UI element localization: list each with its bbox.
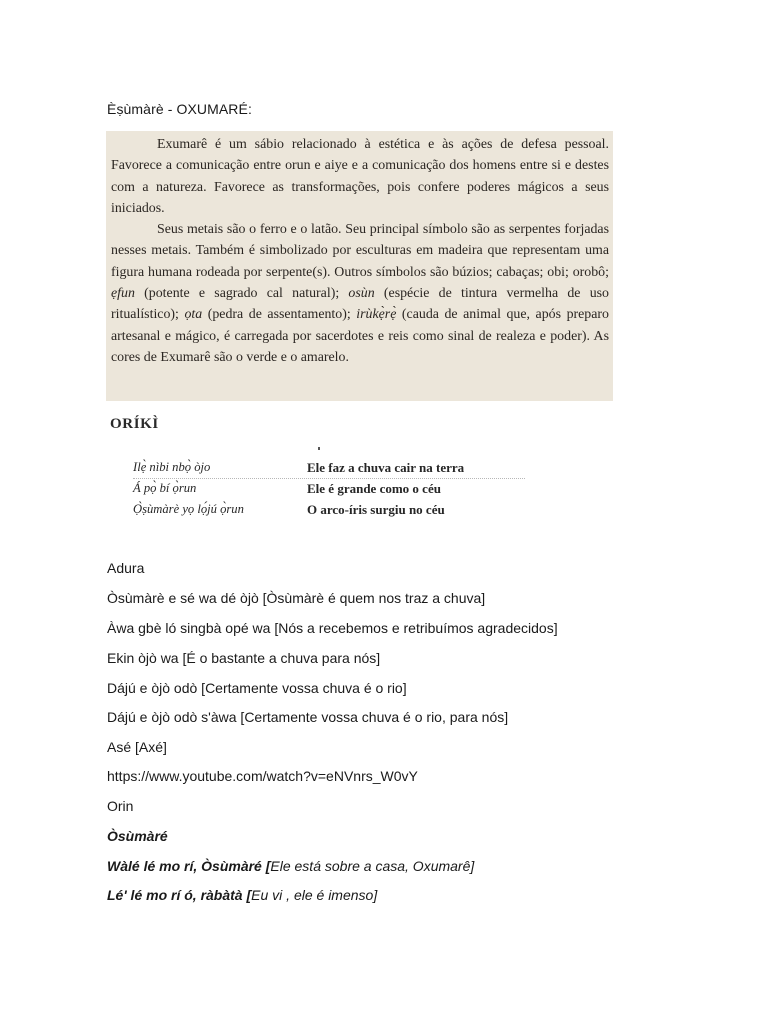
verse-yoruba: Wàlé lé mo rí, Òsùmàré [ xyxy=(107,858,271,874)
oriki-portuguese: Ele faz a chuva cair na terra xyxy=(307,460,465,475)
term-efun: ẹfun xyxy=(111,286,135,302)
oriki-portuguese: O arco-íris surgiu no céu xyxy=(307,502,445,517)
oriki-heading: ORÍKÌ xyxy=(110,416,159,432)
scanned-book-excerpt xyxy=(106,131,613,401)
oriki-table xyxy=(133,460,533,523)
oriki-row xyxy=(133,481,533,502)
orin-verse-1 xyxy=(107,858,474,874)
excerpt-text: (cauda de animal que, após preparo artesanal e mágico, é carregada por sacerdotes e reis como sinal de realeza e poder). As cores de Exumarê são o verde e o amarelo. xyxy=(111,307,609,365)
oriki-yoruba: Á pọ̀ bí ọ̀run xyxy=(133,481,197,495)
adura-heading: Adura xyxy=(107,560,145,576)
page-title: Èṣùmàrè - OXUMARÉ: xyxy=(107,101,252,117)
oriki-row xyxy=(133,502,533,523)
excerpt-paragraph-2 xyxy=(111,219,609,368)
orin-heading: Orin xyxy=(107,798,134,814)
term-osun: osùn xyxy=(348,286,375,302)
youtube-link[interactable]: https://www.youtube.com/watch?v=eNVnrs_W0vY xyxy=(107,768,418,784)
adura-line: Dájú e òjò odò s'àwa [Certamente vossa chuva é o rio, para nós] xyxy=(107,709,509,725)
adura-line: Ekin òjò wa [É o bastante a chuva para nós] xyxy=(107,650,381,666)
oriki-yoruba: Ọ̀ṣùmàrè yọ lọ́jú ọ̀run xyxy=(133,502,244,516)
oriki-portuguese: Ele é grande como o céu xyxy=(307,481,441,496)
divider xyxy=(133,478,525,479)
excerpt-text: (espécie de tintura vermelha de uso ritualístico); xyxy=(111,286,609,323)
oriki-row xyxy=(133,460,533,481)
adura-line: Asé [Axé] xyxy=(107,739,167,755)
excerpt-text: (potente e sagrado cal natural); xyxy=(134,286,349,302)
oriki-yoruba: Ilẹ̀ nìbi nbọ̀ òjo xyxy=(133,460,211,474)
verse-translation: Ele está sobre a casa, Oxumarê] xyxy=(270,858,475,874)
orin-subheading: Òsùmàré xyxy=(107,828,168,844)
verse-translation: Eu vi , ele é imenso] xyxy=(251,887,378,903)
excerpt-text: (pedra de assentamento); xyxy=(202,307,357,323)
scan-speck xyxy=(318,447,320,450)
adura-line: Dájú e òjò odò [Certamente vossa chuva é o rio] xyxy=(107,680,407,696)
orin-verse-2 xyxy=(107,887,377,903)
adura-line: Àwa gbè ló singbà opé wa [Nós a recebemos e retribuímos agradecidos] xyxy=(107,620,558,636)
adura-line: Òsùmàrè e sé wa dé òjò [Òsùmàrè é quem nos traz a chuva] xyxy=(107,590,486,606)
term-ota: ọta xyxy=(184,307,203,323)
excerpt-paragraph-1: Exumarê é um sábio relacionado à estética e às ações de defesa pessoal. Favorece a comunicação entre orun e aiye e a comunicação dos homens entre si e destes com a natureza. Favorece as transformações, pois confere poderes mágicos a seus iniciados. xyxy=(111,137,609,216)
term-iruke: irùkẹ̀rẹ̀ xyxy=(356,307,397,323)
excerpt-text: Seus metais são o ferro e o latão. Seu principal símbolo são as serpentes forjadas nesses metais. Também é simbolizado por esculturas em madeira que representam uma figura humana rodeada por serpente(s). Outros símbolos são búzios; cabaças; obi; orobô; xyxy=(111,222,609,280)
verse-yoruba: Lé' lé mo rí ó, ràbàtà [ xyxy=(107,887,252,903)
